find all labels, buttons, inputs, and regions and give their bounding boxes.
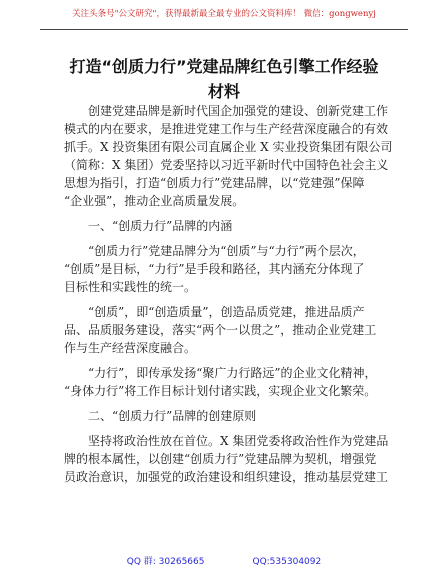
paragraph-line: 品、品质服务建设，落实“两个一以贯之”，推动企业党建工 [64,323,377,337]
footer-qq: QQ:535304092 [252,557,322,567]
paragraph-line: 目标性和实践性的统一。 [64,280,197,294]
paragraph-line: 员政治意识，加强党的政治建设和组织建设，推动基层党建工 [64,470,389,484]
paragraph-line: “企业强”，推动企业高质量发展。 [64,194,245,208]
paragraph-spacer [64,357,384,364]
paragraph [64,432,389,486]
paragraph-line: （简称：X 集团）党委坚持以习近平新时代中国特色社会主义 [64,158,389,172]
paragraph-line: 模式的内在要求，是推进党建工作与生产经营深度融合的有效 [64,122,389,136]
paragraph-spacer [64,425,384,432]
paragraph-line: 坚持将政治性放在首位。X 集团党委将政治性作为党建品 [64,434,389,448]
document-title-line-1: 打造“创质力行”党建品牌红色引擎工作经验 [69,57,379,76]
paragraph-line: “力行”，即传承发扬“聚广力行路远”的企业文化精神， [64,366,377,380]
paragraph [64,407,384,425]
paragraph-spacer [64,400,384,407]
paragraph-spacer [64,210,384,217]
paragraph-line: 抓手。X 投资集团有限公司直属企业 X 实业投资集团有限公司 [64,140,393,154]
paragraph [64,102,393,210]
paragraph-line: 二、“创质力行”品牌的创建原则 [64,409,257,423]
document-body [64,102,393,486]
header-divider [40,29,408,30]
header-banner: 关注头条号"公文研究"，获得最新最全最专业的公文资料库！ 微信：gongwenyj [72,9,376,19]
paragraph-line: “身体力行”将工作目标计划付诸实践，实现企业文化繁荣。 [64,384,377,398]
paragraph-spacer [64,296,384,303]
paragraph-line: 作与生产经营深度融合。 [64,341,197,355]
footer-qq-group: QQ 群: 30265665 [126,557,205,567]
paragraph-line: “创质”是目标，“力行”是手段和路径，其内涵充分体现了 [64,262,365,276]
document-title-line-2: 材料 [207,82,240,101]
paragraph [64,242,384,296]
paragraph [64,364,384,400]
document-title [40,54,408,104]
paragraph-line: 创建党建品牌是新时代国企加强党的建设、创新党建工作 [64,104,389,118]
paragraph-spacer [64,235,384,242]
paragraph [64,217,384,235]
footer-contact [0,556,448,568]
paragraph-line: 一、“创质力行”品牌的内涵 [64,219,233,233]
paragraph-line: 牌的根本属性，以创建“创质力行”党建品牌为契机，增强党 [64,452,377,466]
paragraph-line: “创质力行”党建品牌分为“创质”与“力行”两个层次， [64,244,365,258]
paragraph [64,303,384,357]
paragraph-line: “创质”，即“创造质量”，创造品质党建，推进品质产 [64,305,365,319]
paragraph-line: 思想为指引，打造“创质力行”党建品牌，以“党建强”保障 [64,176,365,190]
